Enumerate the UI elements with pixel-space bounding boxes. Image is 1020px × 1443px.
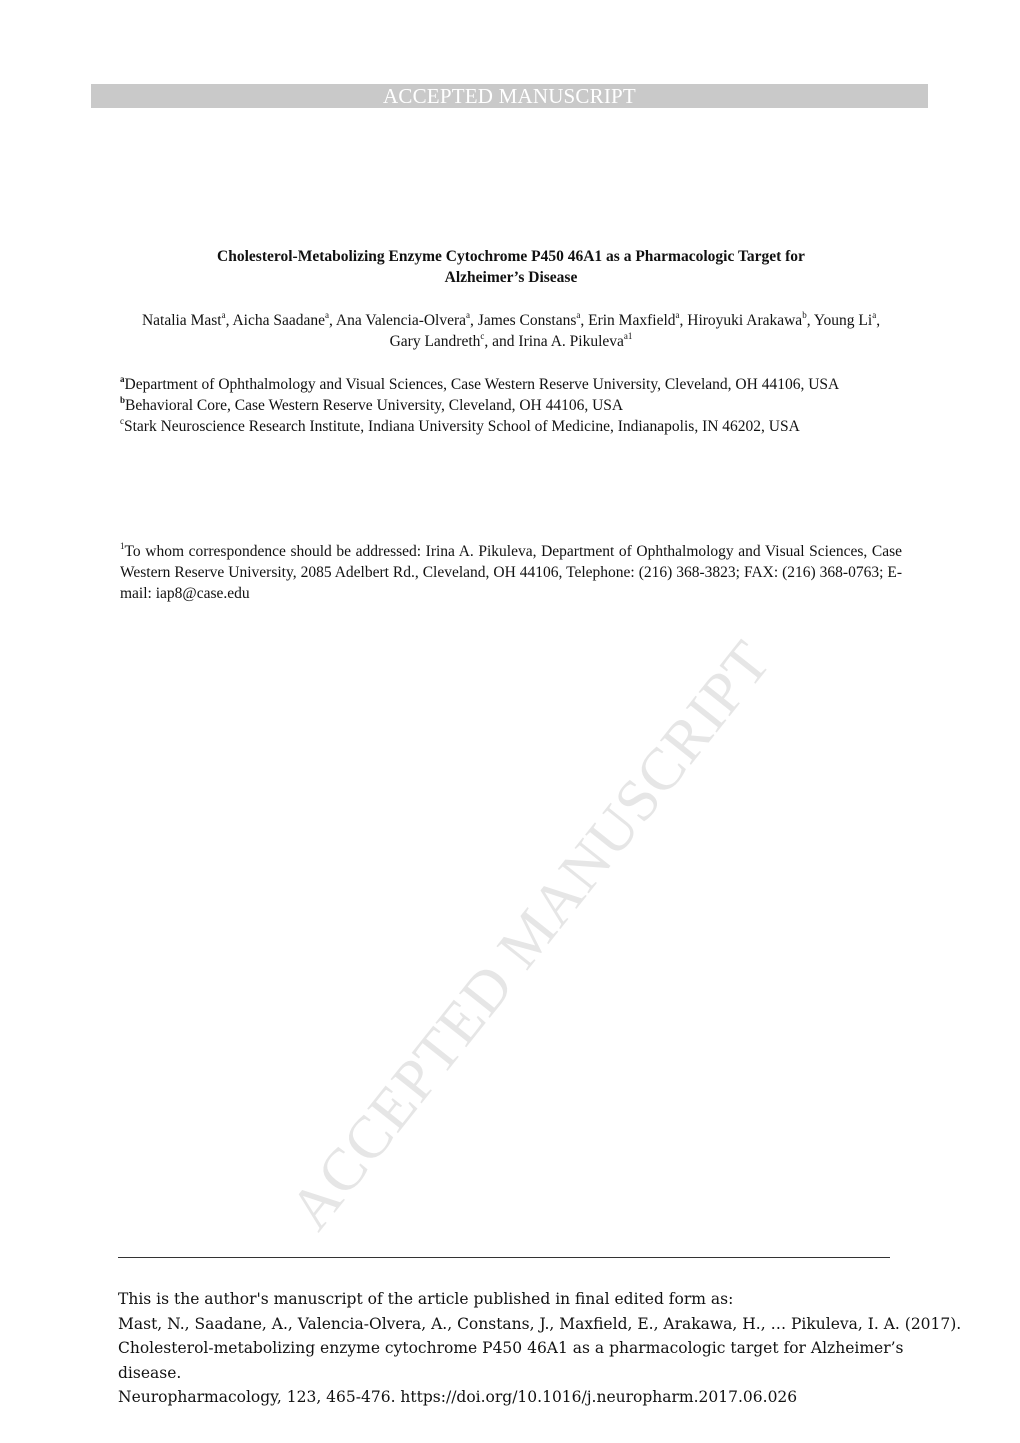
- author: [588, 312, 687, 329]
- author: [390, 333, 519, 350]
- affil-sup: a: [120, 374, 125, 384]
- author-list: [120, 310, 902, 352]
- separator: ,: [580, 312, 589, 329]
- author-affil-sup: a: [221, 310, 226, 320]
- affil-text: Behavioral Core, Case Western Reserve University, Cleveland, OH 44106, USA: [125, 397, 624, 414]
- author-affil-sup: a: [325, 310, 330, 320]
- author: [478, 312, 588, 329]
- author-name: Erin Maxfield: [588, 312, 676, 329]
- title-line: Alzheimer’s Disease: [444, 269, 578, 286]
- author: [687, 312, 814, 329]
- author-name: Young Li: [813, 312, 873, 329]
- author-affil-sup: a1: [623, 331, 633, 341]
- affiliation: [120, 416, 902, 437]
- footer-divider: [118, 1257, 890, 1258]
- author-affil-sup: a: [576, 310, 581, 320]
- article-title: [120, 246, 902, 288]
- author-affil-sup: a: [675, 310, 680, 320]
- footer-line: Cholesterol-metabolizing enzyme cytochrome P450 46A1 as a pharmacologic target for Alzheimer’s disease.: [118, 1339, 904, 1382]
- footer-line: Mast, N., Saadane, A., Valencia-Olvera, A., Constans, J., Maxfield, E., Arakawa, H., … Pikuleva, I. A. (2017).: [118, 1314, 962, 1333]
- author: [336, 312, 478, 329]
- footnote-marker: 1: [120, 541, 125, 551]
- author-affil-sup: a: [872, 310, 877, 320]
- author: [232, 312, 335, 329]
- separator: ,: [470, 312, 478, 329]
- author-name: Ana Valencia-Olvera: [335, 312, 467, 329]
- affil-text: Stark Neuroscience Research Institute, Indiana University School of Medicine, Indianapolis, IN 46202, USA: [124, 418, 800, 435]
- separator: ,: [225, 312, 233, 329]
- correspondence-note: [120, 541, 902, 604]
- affil-text: Department of Ophthalmology and Visual Sciences, Case Western Reserve University, Cleveland, OH 44106, USA: [124, 376, 840, 393]
- affiliation: [120, 395, 902, 416]
- citation-footer: [118, 1287, 968, 1410]
- separator: ,: [876, 312, 881, 329]
- author-name: Irina A. Pikuleva: [518, 333, 624, 350]
- correspondence-text: To whom correspondence should be addressed: Irina A. Pikuleva, Department of Ophthalmology and Visual Sciences, Case Western Reserve University, 2085 Adelbert Rd., Cleveland, OH 44106, Telephone: (216) 368-3823; FAX: (216) 368-0763; E-mail: iap8@case.edu: [120, 543, 902, 602]
- affiliation: [120, 374, 902, 395]
- author-affil-sup: c: [480, 331, 485, 341]
- title-line: Cholesterol-Metabolizing Enzyme Cytochrome P450 46A1 as a Pharmacologic Target for: [217, 248, 805, 265]
- footer-line: Neuropharmacology, 123, 465-476. https://doi.org/10.1016/j.neuropharm.2017.06.026: [118, 1388, 798, 1406]
- author-affil-sup: b: [802, 310, 807, 320]
- author-name: Natalia Mast: [141, 312, 222, 329]
- author-name: Hiroyuki Arakawa: [687, 312, 803, 329]
- author-affil-sup: a: [466, 310, 471, 320]
- accepted-manuscript-banner: ACCEPTED MANUSCRIPT: [91, 84, 928, 108]
- footer-line: This is the author's manuscript of the article published in final edited form as:: [118, 1290, 734, 1308]
- author-name: Aicha Saadane: [232, 312, 326, 329]
- author: [518, 333, 632, 350]
- separator: ,: [329, 312, 336, 329]
- affiliations: [120, 374, 902, 437]
- author: [814, 312, 880, 329]
- watermark: ACCEPTED MANUSCRIPT: [276, 628, 784, 1242]
- author-name: James Constans: [477, 312, 577, 329]
- separator: ,: [806, 312, 814, 329]
- author-name: Gary Landreth: [389, 333, 481, 350]
- affil-sup: b: [120, 395, 126, 405]
- separator: ,: [679, 312, 688, 329]
- author: [142, 312, 233, 329]
- separator: , and: [484, 333, 519, 350]
- affil-sup: c: [120, 416, 124, 426]
